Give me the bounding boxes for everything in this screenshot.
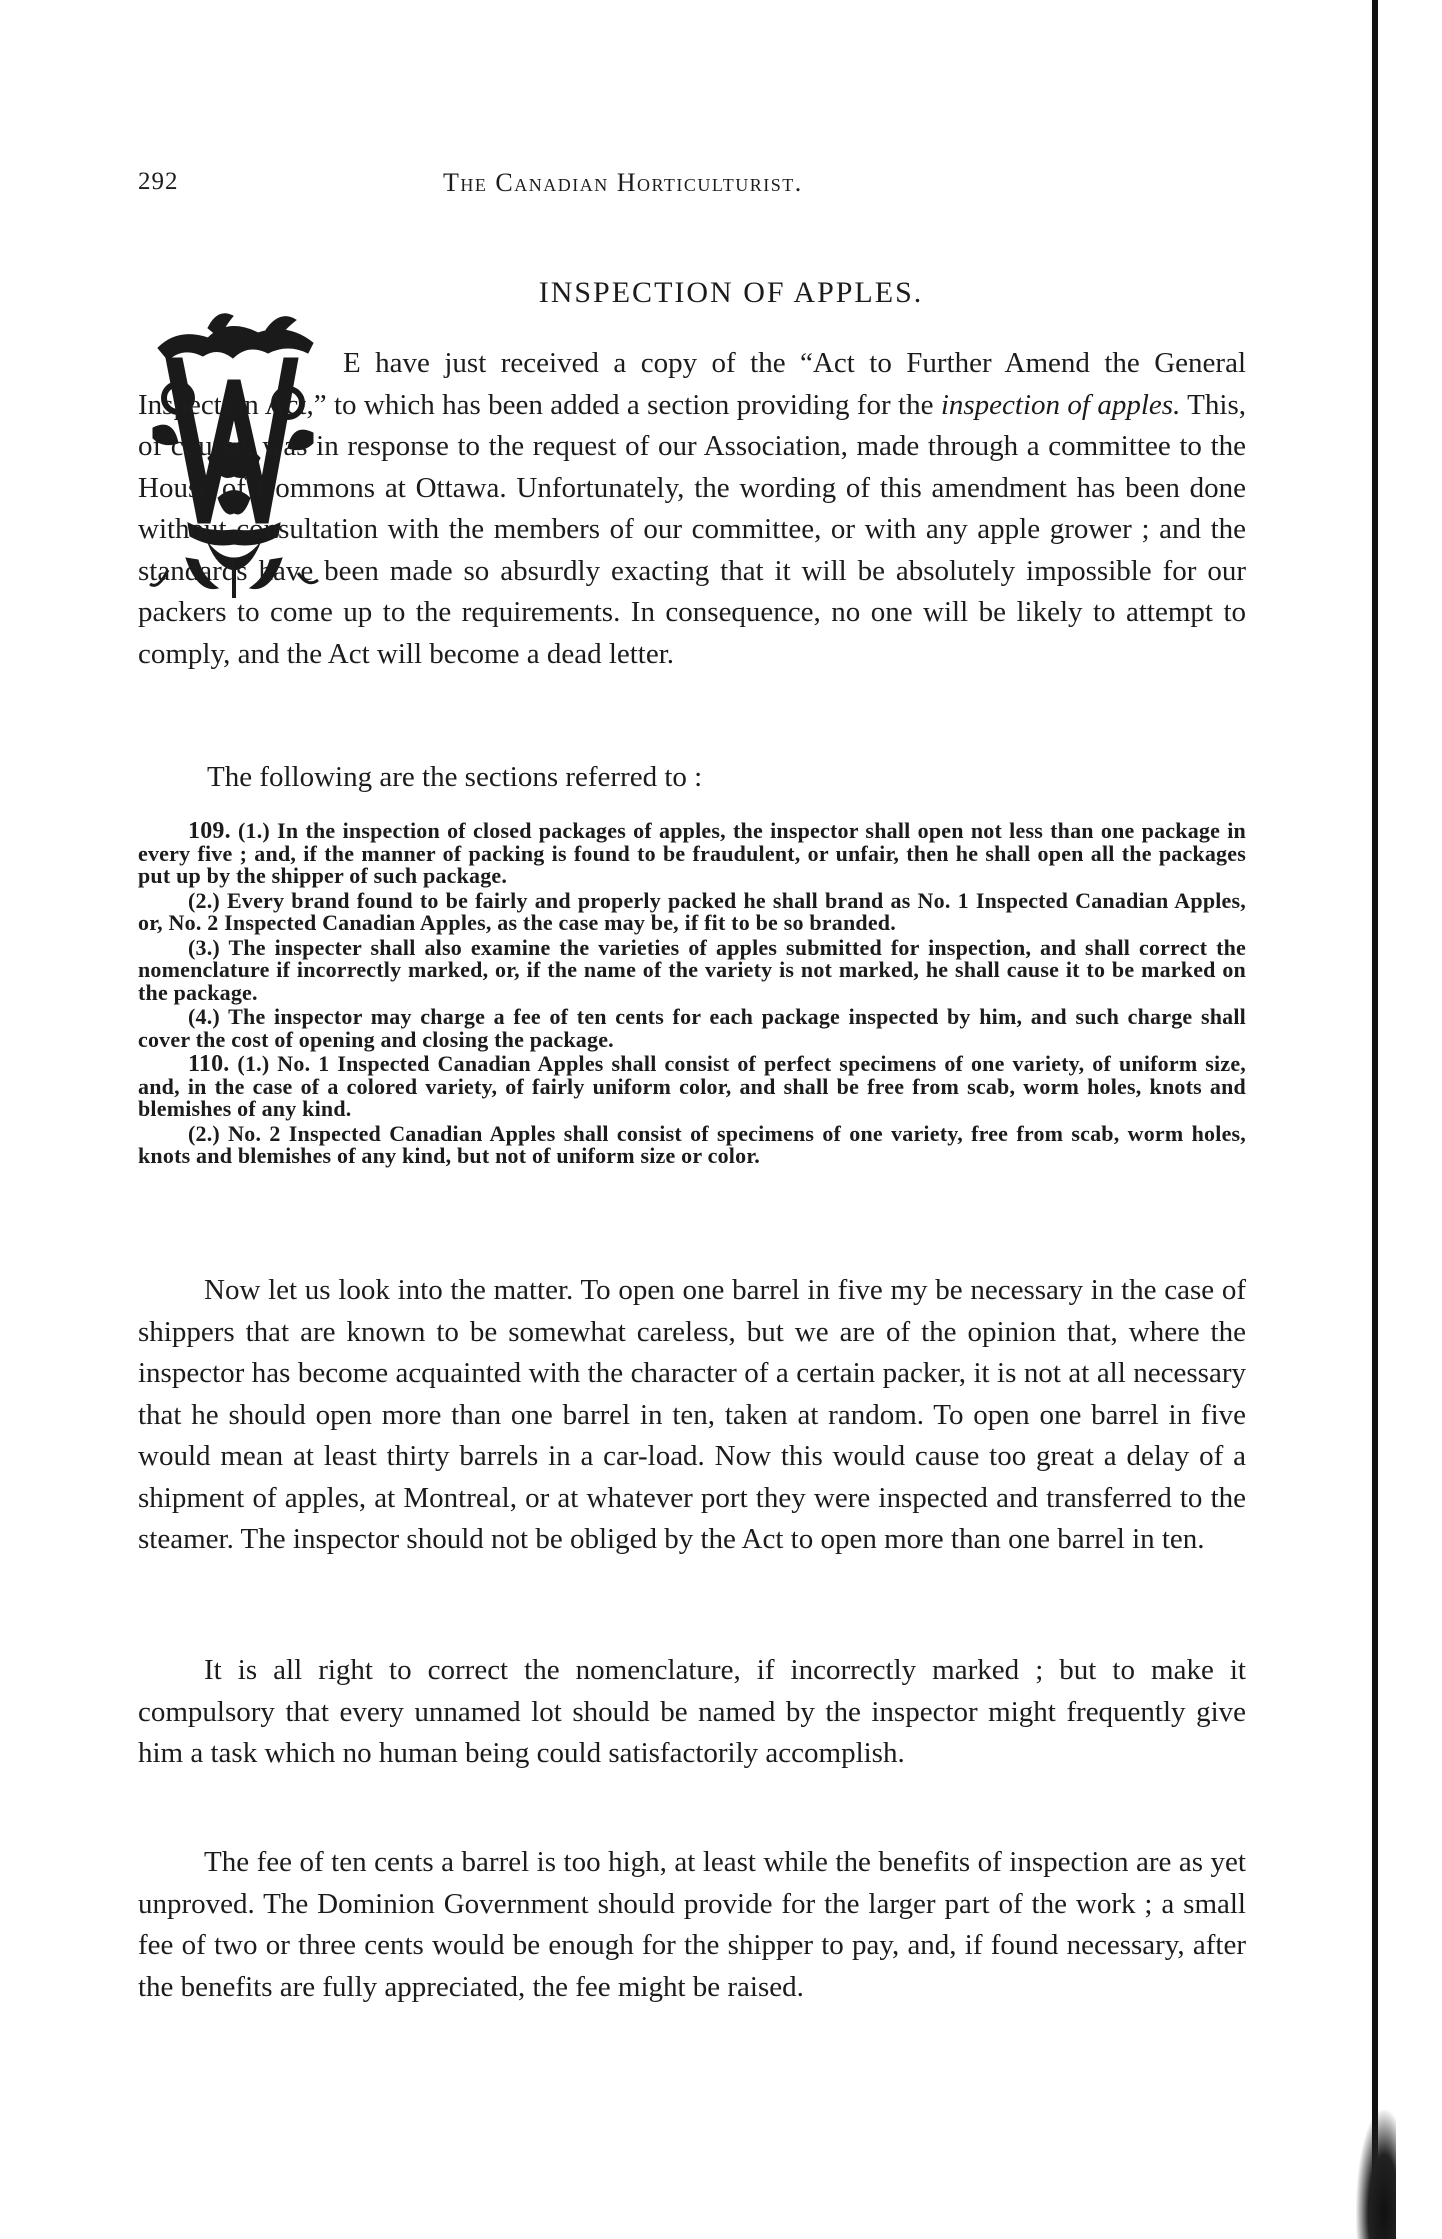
section-110-1-text: (1.) No. 1 Inspected Canadian Apples shall consist of perfect specimens of one variety, of uniform size, and, in the case of a colored variety, of fairly uniform color, and shall be free from scab, worm holes, knots and blemishes of any kind.: [138, 1051, 1246, 1121]
section-number-110: 110.: [188, 1051, 230, 1077]
paragraph-matter: Now let us look into the matter. To open one barrel in five my be necessary in the case of shippers that are known to be somewhat careless, but we are of the opinion that, where the inspector has become acquainted with the character of a certain packer, it is not at all necessary that he should open more than one barrel in ten, taken at random. To open one barrel in five would mean at least thirty barrels in a car-load. Now this would cause too great a delay of a shipment of apples, at Montreal, or at whatever port they were inspected and transferred to the steamer. The inspector should not be obliged by the Act to open more than one barrel in ten.: [138, 1274, 1246, 1555]
section-109-4: (4.) The inspector may charge a fee of ten cents for each package inspected by him, and such charge shall cover the cost of opening and closing the package.: [138, 1004, 1246, 1052]
opening-paragraph-text: E have just received a copy of the “Act to Further Amend the General Inspection Act,” to which has been added a section providing for the: [138, 347, 1246, 421]
section-109-3: (3.) The inspecter shall also examine the varieties of apples submitted for inspection, and shall correct the nomenclature if incorrectly marked, or, if the name of the variety is not marked, he shall cause it to be marked on the package.: [138, 934, 1246, 1005]
page-edge-shadow: [1372, 0, 1378, 2239]
page-edge-blot: [1356, 2110, 1396, 2239]
section-number-109: 109.: [188, 818, 231, 844]
opening-paragraph-italic: inspection of apples.: [940, 388, 1181, 421]
section-109-1: [138, 820, 1246, 888]
journal-title: The Canadian Horticulturist.: [443, 168, 803, 197]
paragraph-nomenclature: It is all right to correct the nomenclature, if incorrectly marked ; but to make it compulsory that every unnamed lot should be named by the inspector might frequently give him a task which no human being could satisfactorily accomplish.: [138, 1654, 1246, 1769]
article-title: INSPECTION OF APPLES.: [538, 276, 924, 309]
section-110-2: (2.) No. 2 Inspected Canadian Apples shall consist of specimens of one variety, free from scab, worm holes, knots and blemishes of any kind, but not of uniform size or color.: [138, 1120, 1246, 1168]
drop-cap-space: [0, 343, 138, 580]
section-110-1: [138, 1053, 1246, 1121]
sections-intro: The following are the sections referred to :: [207, 761, 703, 793]
section-109-2: (2.) Every brand found to be fairly and properly packed he shall brand as No. 1 Inspected Canadian Apples, or, No. 2 Inspected Canadian Apples, as the case may be, if fit to be so branded.: [138, 887, 1246, 935]
running-header: [138, 168, 1268, 208]
opening-paragraph: [138, 343, 1246, 675]
page-number: 292: [138, 168, 179, 195]
opening-paragraph-text-cont: This, of course, was in response to the request of our Association, made through a committee to the House of Commons at Ottawa. Unfortunately, the wording of this amendment has been done without consultation with the members of our committee, or with any apple grower ; and the standards have been made so absurdly exacting that it will be absolutely impossible for our packers to come up to the requirements. In consequence, no one will be likely to attempt to comply, and the Act will become a dead letter.: [138, 388, 1246, 670]
paragraph-fee: The fee of ten cents a barrel is too high, at least while the benefits of inspection are as yet unproved. The Dominion Government should provide for the larger part of the work ; a small fee of two or three cents would be enough for the shipper to pay, and, if found necessary, after the benefits are fully appreciated, the fee might be raised.: [138, 1846, 1246, 2003]
section-109-1-text: (1.) In the inspection of closed packages of apples, the inspector shall open not less than one package in every five ; and, if the manner of packing is found to be fraudulent, or unfair, then he shall open all the packages put up by the shipper of such package.: [138, 818, 1246, 888]
act-sections: [138, 820, 1246, 1170]
